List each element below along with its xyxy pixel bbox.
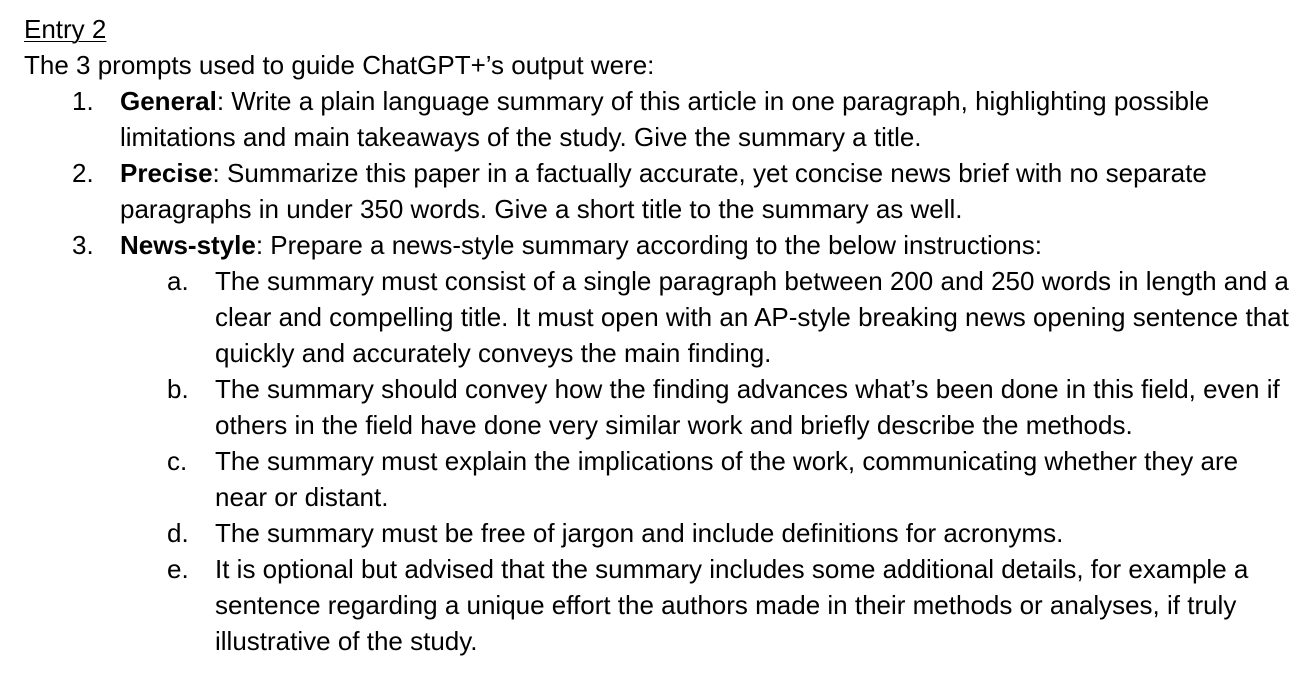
document-page: [24, 11, 1294, 659]
prompt-lead: General: [120, 86, 217, 116]
instruction-list: [24, 263, 1294, 659]
prompt-lead: News-style: [120, 230, 256, 260]
instruction-item-b: [24, 371, 1294, 443]
prompt-text: : Write a plain language summary of this article in one paragraph, highlighting possible limitations and main takeaways of the study. Give the summary a title.: [120, 86, 1210, 152]
instruction-text: The summary must consist of a single paragraph between 200 and 250 words in length and a clear and compelling title. It must open with an AP-style breaking news opening sentence that quickly and accurately conveys the main finding.: [215, 266, 1289, 368]
instruction-letter: c.: [167, 446, 188, 476]
instruction-letter: a.: [167, 266, 189, 296]
prompt-number: 3.: [72, 230, 94, 260]
instruction-letter: e.: [167, 554, 189, 584]
prompt-item-news-style: [24, 227, 1294, 659]
instruction-item-d: [24, 515, 1294, 551]
prompt-number: 2.: [72, 158, 94, 188]
prompt-number: 1.: [72, 86, 94, 116]
prompt-item-general: [24, 83, 1294, 155]
instruction-item-c: [24, 443, 1294, 515]
prompt-list: [24, 83, 1294, 659]
prompt-text: : Summarize this paper in a factually accurate, yet concise news brief with no separate paragraphs in under 350 words. Give a short title to the summary as well.: [120, 158, 1207, 224]
instruction-letter: d.: [167, 518, 189, 548]
instruction-item-e: [24, 551, 1294, 659]
intro-text: The 3 prompts used to guide ChatGPT+’s output were:: [24, 50, 655, 80]
prompt-lead: Precise: [120, 158, 213, 188]
instruction-text: The summary must explain the implications of the work, communicating whether they are near or distant.: [215, 446, 1239, 512]
entry-heading: Entry 2: [24, 14, 107, 44]
instruction-letter: b.: [167, 374, 189, 404]
instruction-text: It is optional but advised that the summary includes some additional details, for example a sentence regarding a unique effort the authors made in their methods or analyses, if truly illustrative of the study.: [215, 554, 1249, 656]
prompt-item-precise: [24, 155, 1294, 227]
instruction-text: The summary must be free of jargon and include definitions for acronyms.: [215, 518, 1064, 548]
instruction-text: The summary should convey how the finding advances what’s been done in this field, even if others in the field have done very similar work and briefly describe the methods.: [215, 374, 1280, 440]
prompt-text: : Prepare a news-style summary according to the below instructions:: [255, 230, 1042, 260]
instruction-item-a: [24, 263, 1294, 371]
